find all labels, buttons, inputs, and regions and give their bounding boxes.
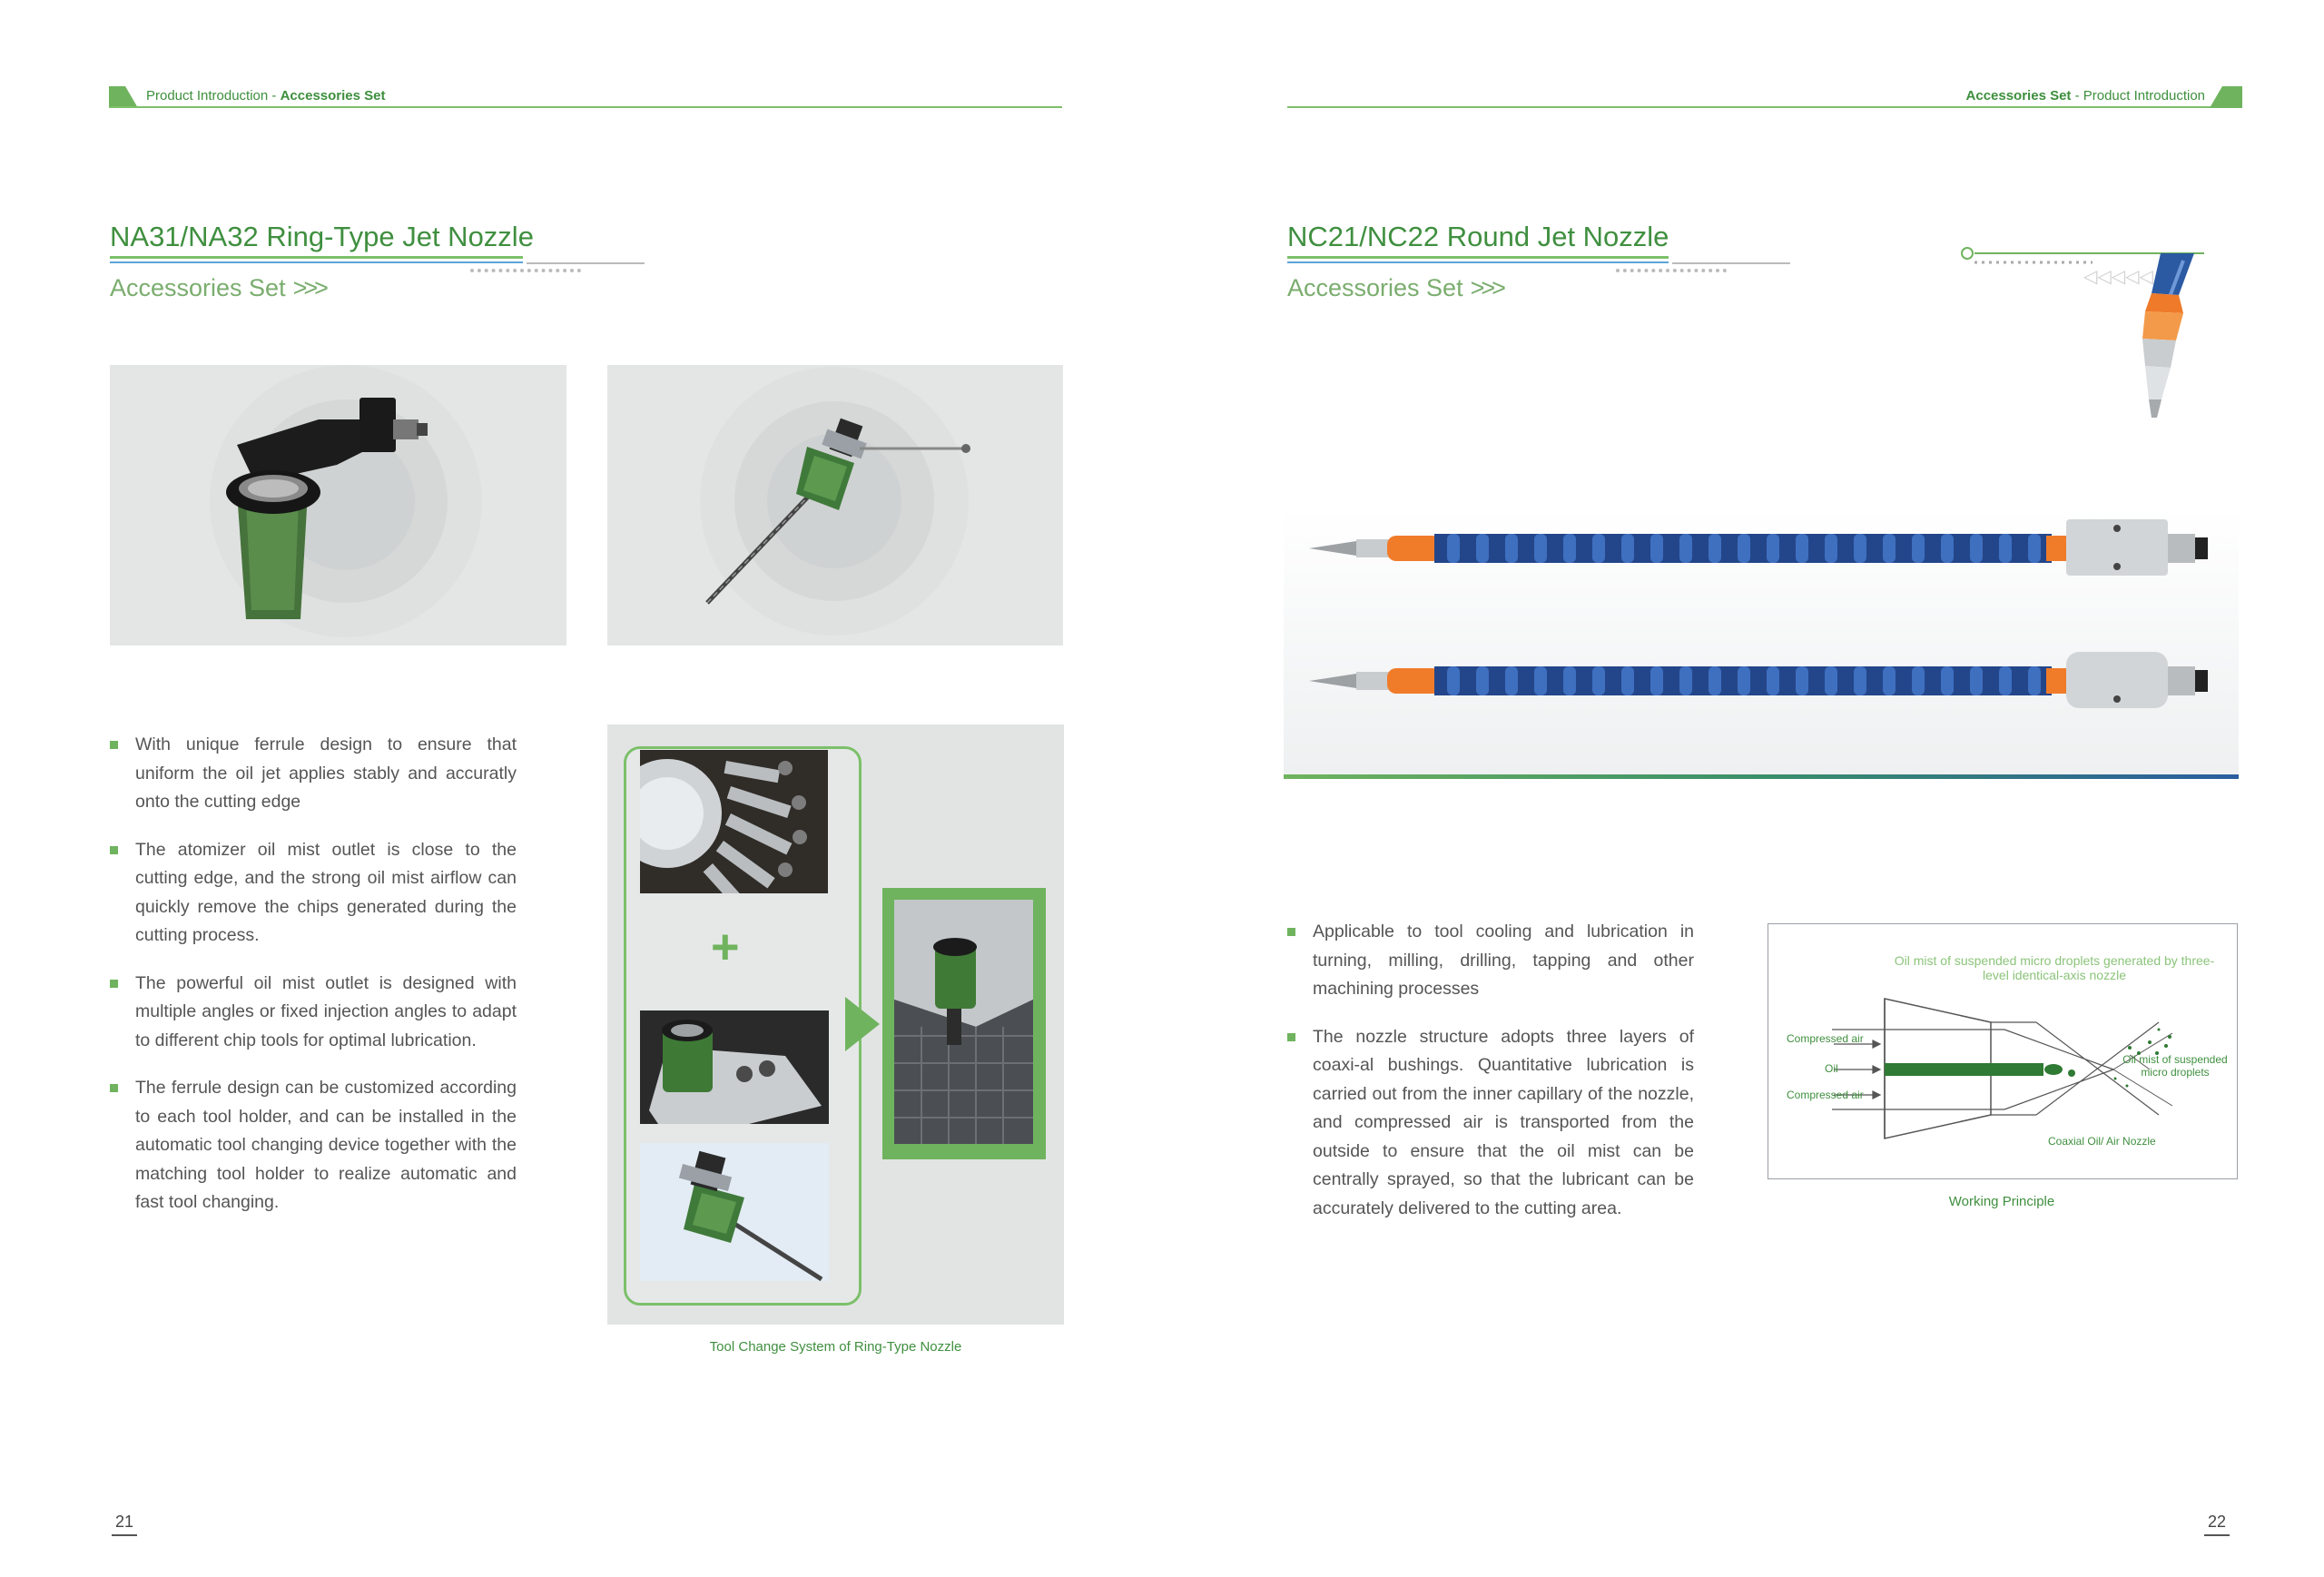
right-title-underline-blue	[1287, 261, 1669, 263]
bullet-text: The atomizer oil mist outlet is close to the cutting edge, and the strong oil mist airflow can quickly remove the chips generated during the cutting process.	[135, 839, 517, 945]
label-micro-droplets: Oil mist of suspended micro droplets	[2122, 1053, 2228, 1079]
right-header-strong: Accessories Set	[1965, 88, 2072, 103]
bullet-square-icon	[110, 980, 118, 988]
bullet-square-icon	[110, 741, 118, 749]
tool-holder-thumb	[640, 1143, 829, 1281]
ring-nozzle-illustration	[110, 365, 566, 646]
diagram-title: Oil mist of suspended micro droplets generated by three-level identical-axis nozzle	[1894, 953, 2215, 982]
right-header-suffix: - Product Introduction	[2071, 88, 2205, 103]
left-title-underline	[110, 256, 523, 259]
bullet-square-icon	[1287, 928, 1295, 936]
nozzle-schematic	[1768, 924, 2237, 1178]
left-header-rule	[109, 106, 1062, 108]
bullet-text: The powerful oil mist outlet is designed with multiple angles or fixed injection angles to adapt to different chip tools for optimal lubrication.	[135, 972, 517, 1050]
label-compressed-air-top: Compressed air	[1787, 1032, 1864, 1045]
left-title-underline-blue	[110, 261, 523, 263]
left-subtitle-text: Accessories Set	[110, 274, 286, 301]
right-header-rule	[1287, 106, 2242, 108]
tool-holder-photo	[607, 365, 1063, 646]
label-oil: Oil	[1825, 1062, 1838, 1075]
hose-upper	[1309, 519, 2208, 576]
tool-holder-thumb-image	[640, 1143, 829, 1281]
right-bullet-1	[1287, 918, 1694, 1004]
bullet-text: The ferrule design can be customized according to each tool holder, and can be installed in the automatic tool changing device together with the matching tool holder to realize automatic and fast tool changing.	[135, 1078, 517, 1212]
result-thumb	[894, 900, 1033, 1144]
left-header-text	[146, 88, 385, 103]
working-principle-diagram	[1768, 923, 2238, 1179]
tool-change-panel	[607, 724, 1064, 1325]
hose-lower	[1309, 652, 2208, 708]
bullet-text: The nozzle structure adopts three layers of coaxi-al bushings. Quantitative lubrication is carried out from the inner capillary of the nozzle, and compressed air is transported from the outside to ensure that the oil mist can be centrally sprayed, so that the lubricant can be accurately delivered to the cutting area.	[1313, 1026, 1694, 1218]
right-title-dots	[1616, 269, 1727, 272]
bullet-square-icon	[1287, 1033, 1295, 1041]
right-page-title: NC21/NC22 Round Jet Nozzle	[1287, 221, 1669, 252]
bullet-text: Applicable to tool cooling and lubrication in turning, milling, drilling, tapping and other machining processes	[1313, 922, 1694, 999]
hose-photo-bottom-rule	[1284, 774, 2239, 779]
left-bullet-1	[110, 731, 517, 817]
arrow-right-icon	[845, 997, 881, 1051]
right-bullet-2	[1287, 1023, 1694, 1224]
header-tab-icon	[2210, 86, 2242, 108]
left-subtitle-chevrons: >>>	[292, 274, 325, 301]
left-bullet-4	[110, 1074, 517, 1217]
left-page-subtitle	[110, 274, 325, 302]
bullet-text: With unique ferrule design to ensure that uniform the oil jet applies stably and accuratly onto the cutting edge	[135, 734, 517, 812]
gripper-thumb	[640, 1010, 829, 1124]
svg-text:◁◁◁◁◁: ◁◁◁◁◁	[2083, 267, 2153, 287]
left-header-strong: Accessories Set	[280, 88, 386, 103]
left-bullet-3	[110, 970, 517, 1056]
left-bullet-2	[110, 836, 517, 951]
left-title-dots	[470, 269, 581, 272]
label-coaxial-nozzle: Coaxial Oil/ Air Nozzle	[2048, 1135, 2156, 1148]
tool-holder-illustration	[607, 365, 1063, 646]
bullet-square-icon	[110, 1084, 118, 1092]
right-page-number: 22	[2204, 1513, 2230, 1536]
diagram-caption: Working Principle	[1948, 1194, 2055, 1209]
round-nozzle-closeup	[1956, 241, 2229, 431]
right-header-text	[1938, 88, 2205, 103]
right-bullet-list	[1287, 918, 1694, 1242]
round-jet-hose-photo	[1284, 508, 2239, 776]
bullet-square-icon	[110, 846, 118, 854]
plus-icon: +	[711, 920, 740, 974]
header-tab-icon	[109, 86, 138, 108]
tool-magazine-image	[640, 750, 828, 893]
left-bullet-list	[110, 731, 517, 1237]
label-compressed-air-bottom: Compressed air	[1787, 1089, 1864, 1101]
hose-illustration	[1284, 508, 2239, 776]
tool-magazine-thumb	[640, 750, 828, 893]
left-page-number: 21	[112, 1513, 137, 1536]
ring-nozzle-photo	[110, 365, 566, 646]
left-header-prefix: Product Introduction -	[146, 88, 281, 103]
right-title-underline	[1287, 256, 1669, 259]
result-image	[894, 900, 1033, 1144]
right-title-rule-gray	[1672, 262, 1790, 264]
gripper-image	[640, 1010, 829, 1124]
right-page-subtitle	[1287, 274, 1502, 302]
left-page-title: NA31/NA32 Ring-Type Jet Nozzle	[110, 221, 534, 252]
right-subtitle-chevrons: >>>	[1470, 274, 1502, 301]
tool-change-caption: Tool Change System of Ring-Type Nozzle	[709, 1339, 962, 1355]
left-title-rule-gray	[527, 262, 645, 264]
right-subtitle-text: Accessories Set	[1287, 274, 1463, 301]
